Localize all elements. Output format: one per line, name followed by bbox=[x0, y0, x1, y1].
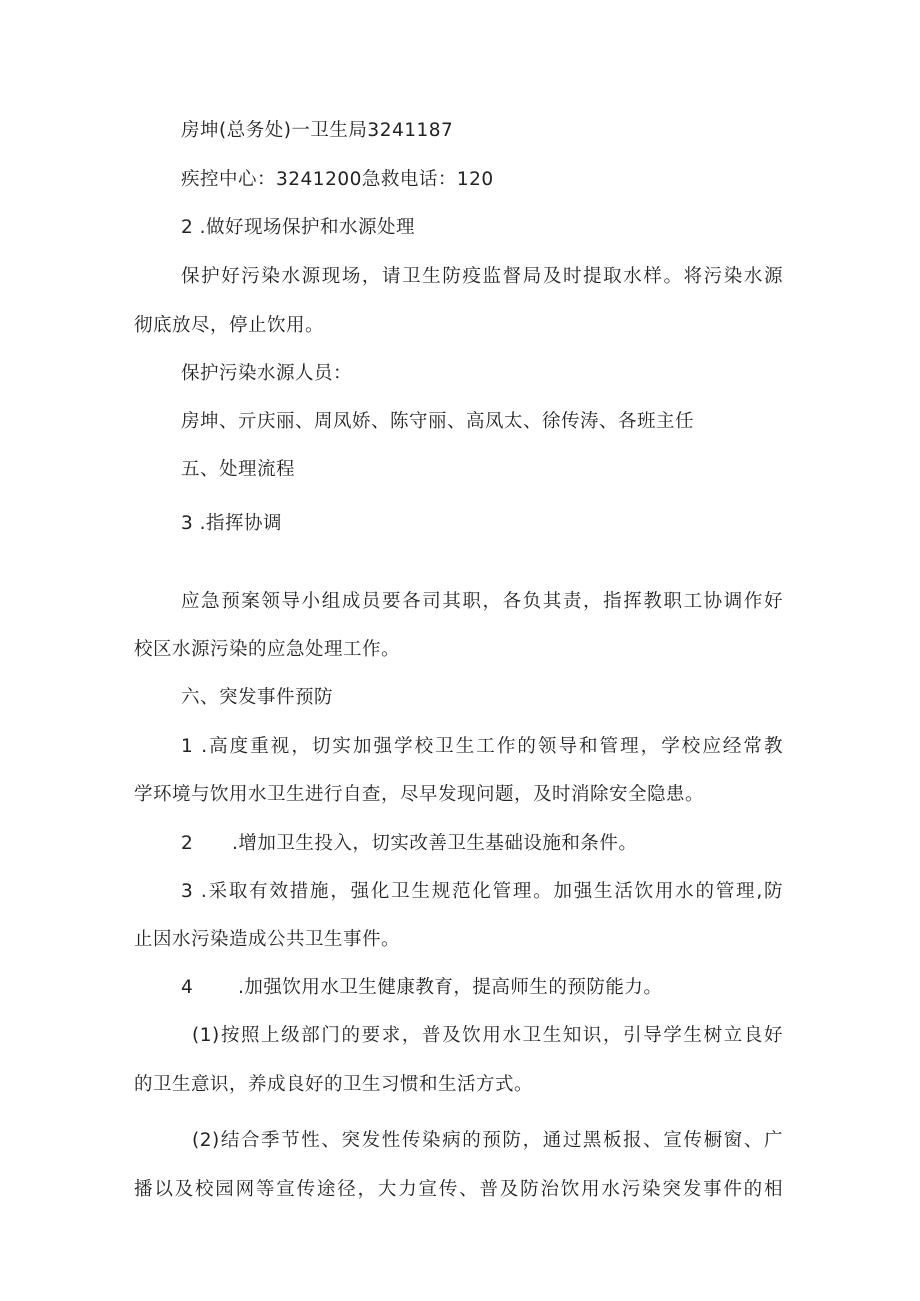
staff-list: 房坤、亓庆丽、周凤娇、陈守丽、高凤太、徐传涛、各班主任 bbox=[181, 411, 695, 432]
section-2-heading: 2 .做好现场保护和水源处理 bbox=[181, 217, 416, 238]
contact-line-1: 房坤(总务处)一卫生局3241187 bbox=[181, 120, 454, 141]
contact-line-2: 疾控中心：3241200急救电话：120 bbox=[181, 169, 494, 190]
prevention-item-1-line-1: 1 .高度重视，切实加强学校卫生工作的领导和管理，学校应经常教 bbox=[181, 736, 783, 757]
prevention-item-4-text: .加强饮用水卫生健康教育，提高师生的预防能力。 bbox=[238, 977, 663, 998]
section-2-paragraph-line-2: 彻底放尽，停止饮用。 bbox=[134, 315, 325, 336]
sub-item-1-line-1: (1)按照上级部门的要求，普及饮用水卫生知识，引导学生树立良好 bbox=[192, 1025, 783, 1046]
prevention-item-2-number: 2 bbox=[181, 833, 194, 854]
sub-item-2-line-2: 播以及校园网等宣传途径，大力宣传、普及防治饮用水污染突发事件的相 bbox=[134, 1179, 783, 1200]
sub-item-1-line-2: 的卫生意识，养成良好的卫生习惯和生活方式。 bbox=[134, 1074, 534, 1095]
prevention-item-4-number: 4 bbox=[181, 977, 194, 998]
section-5-paragraph-line-2: 校区水源污染的应急处理工作。 bbox=[134, 639, 401, 660]
section-5-heading: 五、处理流程 bbox=[181, 459, 296, 480]
section-2-paragraph-line-1: 保护好污染水源现场，请卫生防疫监督局及时提取水样。将污染水源 bbox=[181, 266, 783, 287]
section-6-heading: 六、突发事件预防 bbox=[181, 687, 334, 708]
prevention-item-3-line-1: 3 .采取有效措施，强化卫生规范化管理。加强生活饮用水的管理,防 bbox=[181, 881, 783, 902]
section-5-item-3: 3 .指挥协调 bbox=[181, 513, 283, 534]
section-5-paragraph-line-1: 应急预案领导小组成员要各司其职，各负其责，指挥教职工协调作好 bbox=[181, 591, 783, 612]
prevention-item-1-line-2: 学环境与饮用水卫生进行自查，尽早发现问题，及时消除安全隐患。 bbox=[134, 784, 705, 805]
prevention-item-3-line-2: 止因水污染造成公共卫生事件。 bbox=[134, 929, 401, 950]
prevention-item-2-text: .增加卫生投入，切实改善卫生基础设施和条件。 bbox=[232, 833, 638, 854]
staff-label: 保护污染水源人员： bbox=[181, 363, 353, 384]
sub-item-2-line-1: (2)结合季节性、突发性传染病的预防，通过黑板报、宣传橱窗、广 bbox=[192, 1130, 783, 1151]
